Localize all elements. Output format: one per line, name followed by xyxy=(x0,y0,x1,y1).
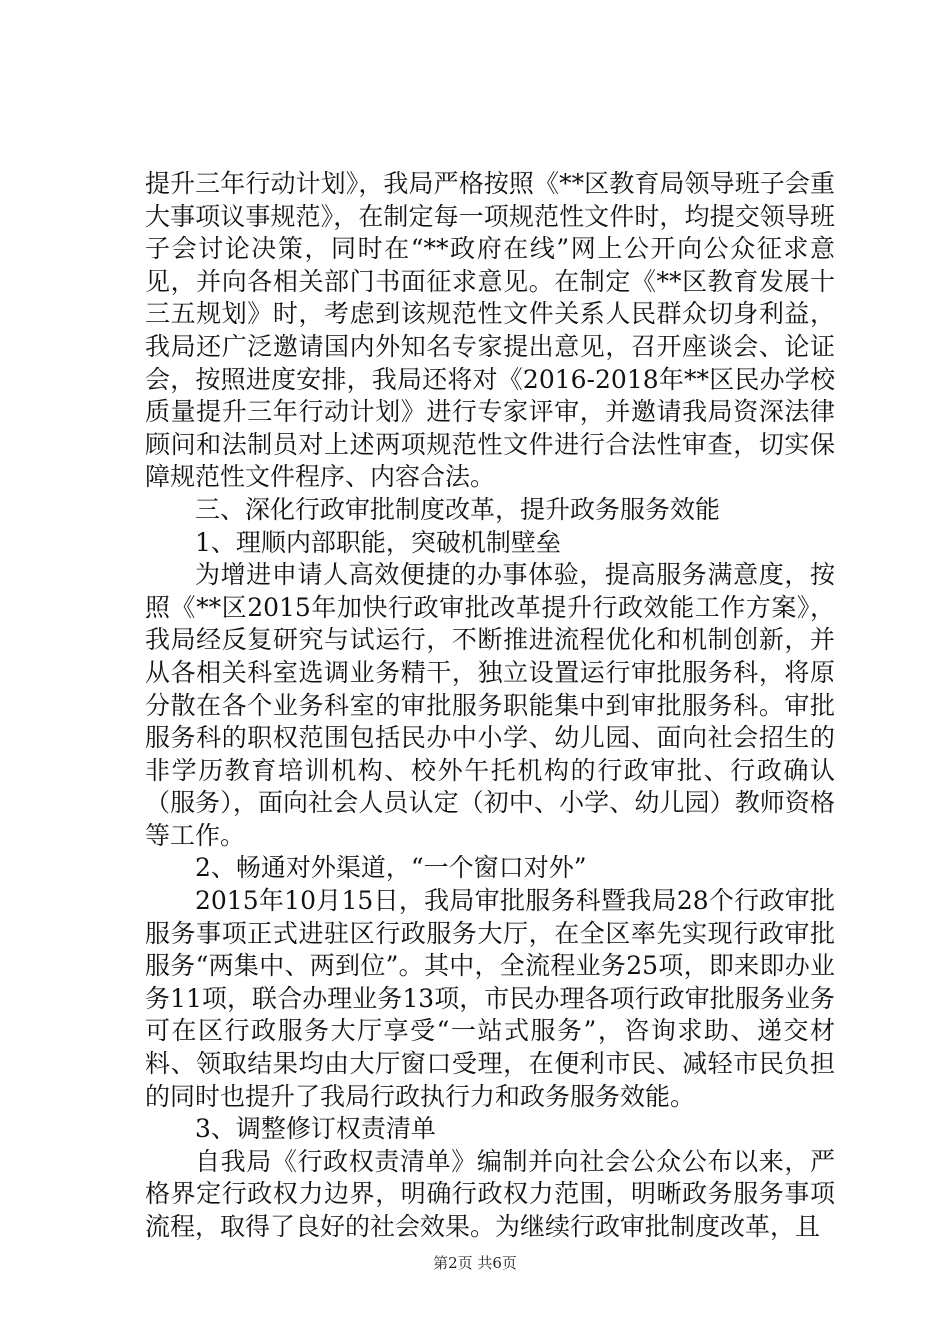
section-heading-three: 三、深化行政审批制度改革，提升政务服务效能 xyxy=(195,494,721,524)
paragraph-service-hall: 2015年10月15日，我局审批服务科暨我局28个行政审批服务事项正式进驻区行政服务大厅，在全区率先实现行政审批服务“两集中、两到位”。其中，全流程业务25项，即来即办业务11项，联合办理业务13项，市民办理各项行政审批服务业务可在区行政服务大厅享受“一站式服务”，咨询求助、递交材料、领取结果均由大厅窗口受理，在便利市民、减轻市民负担的同时也提升了我局行政执行力和政务服务效能。 xyxy=(145,886,835,1111)
subheading-1: 1、理顺内部职能，突破机制壁垒 xyxy=(195,527,561,557)
document-body xyxy=(145,168,835,1244)
subheading-2: 2、畅通对外渠道，“一个窗口对外” xyxy=(195,853,587,883)
page-number-footer: 第2页 共6页 xyxy=(433,1254,517,1272)
paragraph-approval-service: 为增进申请人高效便捷的办事体验，提高服务满意度，按照《**区2015年加快行政审批改革提升行政效能工作方案》，我局经反复研究与试运行，不断推进流程优化和机制创新，并从各相关科室选调业务精干，独立设置运行审批服务科，将原分散在各个业务科室的审批服务职能集中到审批服务科。审批服务科的职权范围包括民办中小学、幼儿园、面向社会招生的非学历教育培训机构、校外午托机构的行政审批、行政确认（服务），面向社会人员认定（初中、小学、幼儿园）教师资格等工作。 xyxy=(145,560,835,850)
paragraph-continuation: 提升三年行动计划》，我局严格按照《**区教育局领导班子会重大事项议事规范》，在制定每一项规范性文件时，均提交领导班子会讨论决策，同时在“**政府在线”网上公开向公众征求意见，并向各相关部门书面征求意见。在制定《**区教育发展十三五规划》时，考虑到该规范性文件关系人民群众切身利益，我局还广泛邀请国内外知名专家提出意见，召开座谈会、论证会，按照进度安排，我局还将对《2016-2018年**区民办学校质量提升三年行动计划》进行专家评审，并邀请我局资深法律顾问和法制员对上述两项规范性文件进行合法性审查，切实保障规范性文件程序、内容合法。 xyxy=(145,169,835,492)
paragraph-power-list: 自我局《行政权责清单》编制并向社会公众公布以来，严格界定行政权力边界，明确行政权力范围，明晰政务服务事项流程，取得了良好的社会效果。为继续行政审批制度改革，且 xyxy=(145,1146,835,1241)
subheading-3: 3、调整修订权责清单 xyxy=(195,1114,436,1144)
